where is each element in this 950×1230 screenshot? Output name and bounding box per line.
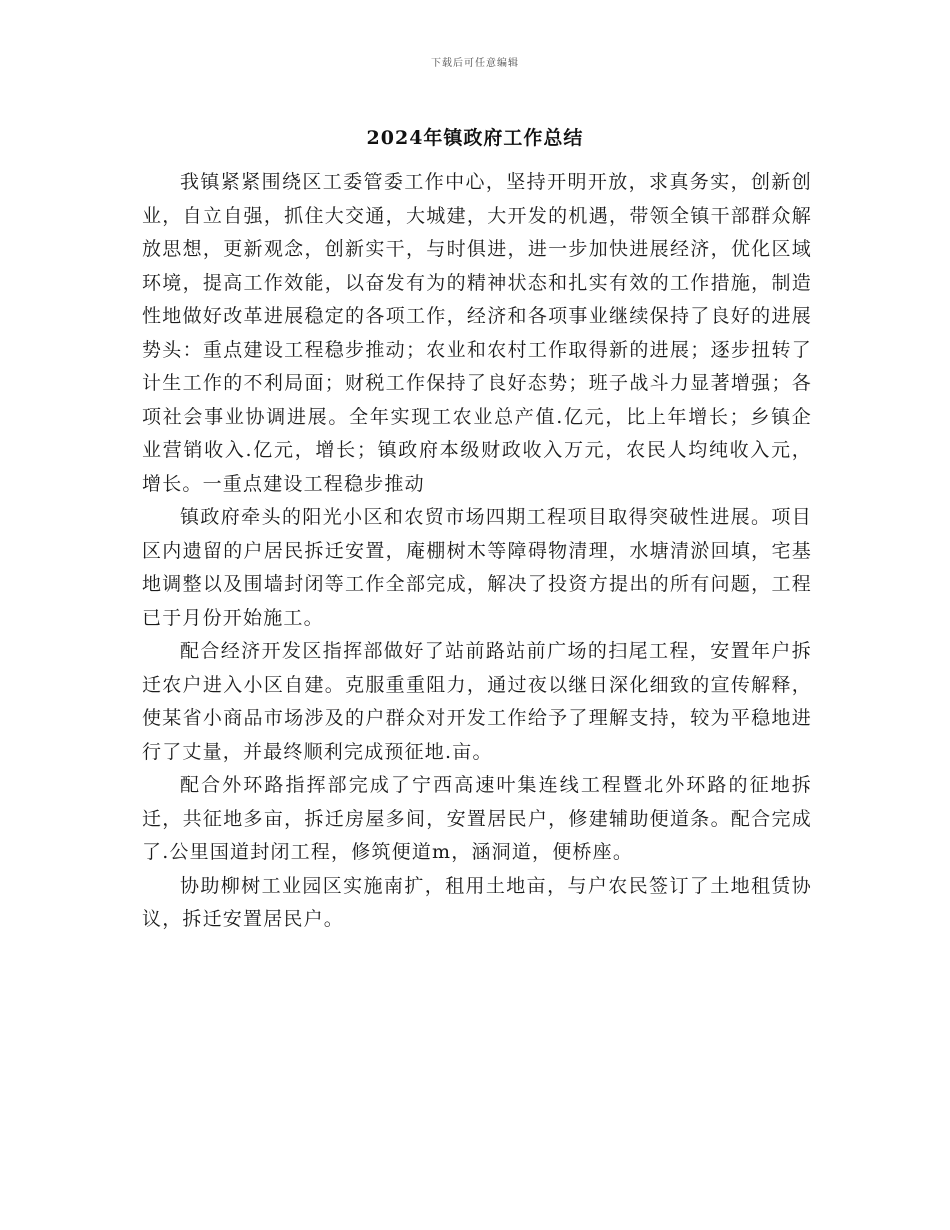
paragraph-3: 配合经济开发区指挥部做好了站前路站前广场的扫尾工程，安置年户拆迁农户进入小区自建。克服重重阻力，通过夜以继日深化细致的宣传解释，使某省小商品市场涉及的户群众对开发工作给予了理解支持，较为平稳地进行了丈量，并最终顺利完成预征地.亩。 xyxy=(142,640,812,763)
paragraph-2: 镇政府牵头的阳光小区和农贸市场四期工程项目取得突破性进展。项目区内遗留的户居民拆迁安置，庵棚树木等障碍物清理，水塘清淤回填，宅基地调整以及围墙封闭等工作全部完成，解决了投资方提出的所有问题，工程已于月份开始施工。 xyxy=(142,506,812,629)
paragraph-4: 配合外环路指挥部完成了宁西高速叶集连线工程暨北外环路的征地拆迁，共征地多亩，拆迁房屋多间，安置居民户，修建辅助便道条。配合完成了.公里国道封闭工程，修筑便道m，涵洞道，便桥座。 xyxy=(142,774,812,863)
paragraph-1: 我镇紧紧围绕区工委管委工作中心，坚持开明开放，求真务实，创新创业，自立自强，抓住大交通，大城建，大开发的机遇，带领全镇干部群众解放思想，更新观念，创新实干，与时俱进，进一步加快进展经济，优化区域环境，提高工作效能，以奋发有为的精神状态和扎实有效的工作措施，制造性地做好改革进展稳定的各项工作，经济和各项事业继续保持了良好的进展势头：重点建设工程稳步推动；农业和农村工作取得新的进展；逐步扭转了计生工作的不利局面；财税工作保持了良好态势；班子战斗力显著增强；各项社会事业协调进展。全年实现工农业总产值.亿元，比上年增长；乡镇企业营销收入.亿元，增长；镇政府本级财政收入万元，农民人均纯收入元，增长。一重点建设工程稳步推动 xyxy=(142,171,812,495)
paragraph-5: 协助柳树工业园区实施南扩，租用土地亩，与户农民签订了土地租赁协议，拆迁安置居民户。 xyxy=(142,874,812,930)
header-note: 下载后可任意编辑 xyxy=(431,58,519,69)
document-body xyxy=(142,166,812,937)
document-title: 2024年镇政府工作总结 xyxy=(366,127,584,149)
